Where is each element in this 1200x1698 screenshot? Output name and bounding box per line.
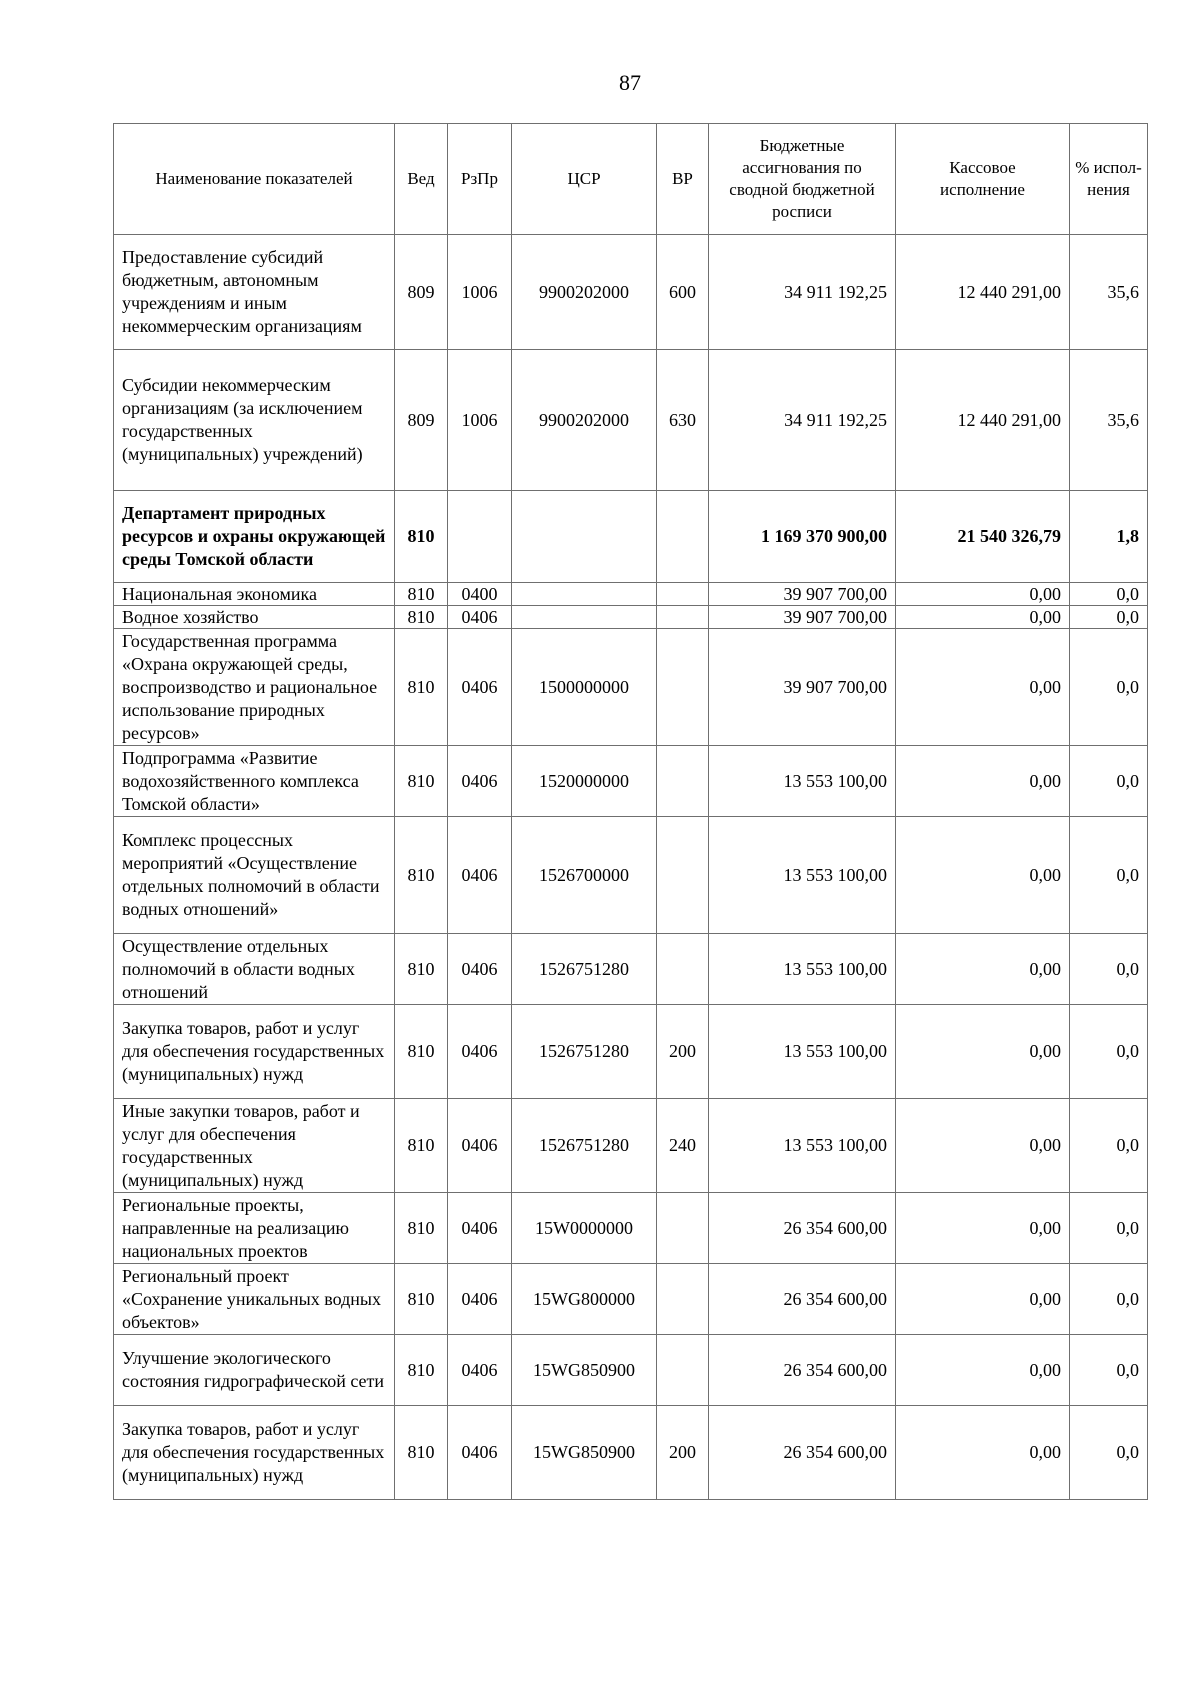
row-execution: 12 440 291,00: [896, 350, 1070, 491]
row-name: Иные закупки товаров, работ и услуг для обеспечения государственных (муниципальных) нужд: [114, 1099, 395, 1193]
row-ved: 810: [395, 934, 448, 1005]
row-execution: 0,00: [896, 629, 1070, 746]
row-ved: 809: [395, 350, 448, 491]
table-row: [114, 1406, 1148, 1500]
row-percent: 0,0: [1070, 1335, 1148, 1406]
row-rzpr: 0406: [448, 1264, 512, 1335]
row-percent: 0,0: [1070, 1406, 1148, 1500]
row-csr: 15WG850900: [512, 1406, 657, 1500]
row-execution: 0,00: [896, 1099, 1070, 1193]
row-vr: [657, 629, 709, 746]
row-percent: 0,0: [1070, 606, 1148, 629]
row-allocations: 39 907 700,00: [709, 629, 896, 746]
table-row: [114, 1193, 1148, 1264]
row-name: Субсидии некоммерческим организациям (за исключением государственных (муниципальных) учреждений): [114, 350, 395, 491]
row-csr: [512, 583, 657, 606]
row-execution: 0,00: [896, 1335, 1070, 1406]
row-rzpr: 0406: [448, 746, 512, 817]
row-ved: 810: [395, 1335, 448, 1406]
row-ved: 810: [395, 817, 448, 934]
row-percent: 0,0: [1070, 583, 1148, 606]
row-rzpr: 0406: [448, 1005, 512, 1099]
table-row: [114, 934, 1148, 1005]
row-percent: 0,0: [1070, 1193, 1148, 1264]
row-allocations: 13 553 100,00: [709, 1005, 896, 1099]
row-rzpr: 0406: [448, 1335, 512, 1406]
row-vr: 240: [657, 1099, 709, 1193]
row-vr: [657, 934, 709, 1005]
table-row: [114, 606, 1148, 629]
table-row: [114, 1335, 1148, 1406]
row-vr: [657, 583, 709, 606]
row-allocations: 13 553 100,00: [709, 817, 896, 934]
row-ved: 810: [395, 1264, 448, 1335]
header-csr: ЦСР: [512, 124, 657, 235]
row-ved: 810: [395, 583, 448, 606]
row-ved: 809: [395, 235, 448, 350]
row-rzpr: 0406: [448, 817, 512, 934]
row-vr: [657, 606, 709, 629]
row-csr: 9900202000: [512, 235, 657, 350]
row-percent: 1,8: [1070, 491, 1148, 583]
row-execution: 0,00: [896, 583, 1070, 606]
header-ved: Вед: [395, 124, 448, 235]
row-execution: 0,00: [896, 1264, 1070, 1335]
table-row: [114, 1264, 1148, 1335]
row-vr: [657, 1264, 709, 1335]
row-rzpr: [448, 491, 512, 583]
row-allocations: 26 354 600,00: [709, 1406, 896, 1500]
row-allocations: 39 907 700,00: [709, 583, 896, 606]
row-allocations: 34 911 192,25: [709, 350, 896, 491]
row-vr: 600: [657, 235, 709, 350]
row-csr: 15W0000000: [512, 1193, 657, 1264]
table-row: [114, 491, 1148, 583]
row-percent: 35,6: [1070, 350, 1148, 491]
row-name: Подпрограмма «Развитие водохозяйственного комплекса Томской области»: [114, 746, 395, 817]
row-percent: 0,0: [1070, 746, 1148, 817]
row-csr: 1520000000: [512, 746, 657, 817]
row-execution: 0,00: [896, 934, 1070, 1005]
row-vr: [657, 1335, 709, 1406]
row-allocations: 26 354 600,00: [709, 1335, 896, 1406]
row-name: Государственная программа «Охрана окружающей среды, воспроизводство и рациональное использование природных ресурсов»: [114, 629, 395, 746]
row-vr: [657, 491, 709, 583]
row-name: Департамент природных ресурсов и охраны окружающей среды Томской области: [114, 491, 395, 583]
row-name: Региональные проекты, направленные на реализацию национальных проектов: [114, 1193, 395, 1264]
row-allocations: 13 553 100,00: [709, 934, 896, 1005]
row-ved: 810: [395, 629, 448, 746]
row-name: Предоставление субсидий бюджетным, автономным учреждениям и иным некоммерческим организациям: [114, 235, 395, 350]
table-row: [114, 1099, 1148, 1193]
table-row: [114, 350, 1148, 491]
row-vr: 630: [657, 350, 709, 491]
row-allocations: 13 553 100,00: [709, 1099, 896, 1193]
row-csr: 1526751280: [512, 1005, 657, 1099]
row-rzpr: 1006: [448, 235, 512, 350]
row-vr: [657, 746, 709, 817]
row-ved: 810: [395, 1193, 448, 1264]
table-row: [114, 817, 1148, 934]
row-rzpr: 0406: [448, 606, 512, 629]
row-allocations: 13 553 100,00: [709, 746, 896, 817]
row-csr: 1526751280: [512, 1099, 657, 1193]
row-csr: [512, 491, 657, 583]
row-execution: 21 540 326,79: [896, 491, 1070, 583]
row-allocations: 26 354 600,00: [709, 1264, 896, 1335]
row-rzpr: 0406: [448, 629, 512, 746]
row-vr: 200: [657, 1406, 709, 1500]
table-row: [114, 235, 1148, 350]
header-execution: Кассовое исполнение: [896, 124, 1070, 235]
row-execution: 0,00: [896, 1406, 1070, 1500]
row-rzpr: 0406: [448, 1406, 512, 1500]
table-row: [114, 1005, 1148, 1099]
row-percent: 0,0: [1070, 1264, 1148, 1335]
row-name: Национальная экономика: [114, 583, 395, 606]
row-allocations: 26 354 600,00: [709, 1193, 896, 1264]
row-percent: 0,0: [1070, 817, 1148, 934]
row-execution: 0,00: [896, 1193, 1070, 1264]
row-name: Улучшение экологического состояния гидрографической сети: [114, 1335, 395, 1406]
row-execution: 0,00: [896, 606, 1070, 629]
row-vr: 200: [657, 1005, 709, 1099]
row-ved: 810: [395, 1406, 448, 1500]
header-vr: ВР: [657, 124, 709, 235]
row-percent: 0,0: [1070, 1005, 1148, 1099]
header-allocations: Бюджетные ассигнования по сводной бюджетной росписи: [709, 124, 896, 235]
row-rzpr: 0400: [448, 583, 512, 606]
row-ved: 810: [395, 491, 448, 583]
header-percent: % испол-нения: [1070, 124, 1148, 235]
row-rzpr: 1006: [448, 350, 512, 491]
row-csr: 15WG850900: [512, 1335, 657, 1406]
row-allocations: 1 169 370 900,00: [709, 491, 896, 583]
row-ved: 810: [395, 746, 448, 817]
row-ved: 810: [395, 1099, 448, 1193]
row-csr: [512, 606, 657, 629]
row-allocations: 34 911 192,25: [709, 235, 896, 350]
row-rzpr: 0406: [448, 934, 512, 1005]
header-rzpr: РзПр: [448, 124, 512, 235]
row-percent: 0,0: [1070, 629, 1148, 746]
row-csr: 1526751280: [512, 934, 657, 1005]
row-name: Закупка товаров, работ и услуг для обеспечения государственных (муниципальных) нужд: [114, 1005, 395, 1099]
row-ved: 810: [395, 606, 448, 629]
row-name: Закупка товаров, работ и услуг для обеспечения государственных (муниципальных) нужд: [114, 1406, 395, 1500]
row-vr: [657, 1193, 709, 1264]
row-csr: 1500000000: [512, 629, 657, 746]
row-csr: 9900202000: [512, 350, 657, 491]
header-name: Наименование показателей: [114, 124, 395, 235]
row-rzpr: 0406: [448, 1099, 512, 1193]
row-csr: 15WG800000: [512, 1264, 657, 1335]
row-csr: 1526700000: [512, 817, 657, 934]
row-execution: 0,00: [896, 746, 1070, 817]
row-execution: 12 440 291,00: [896, 235, 1070, 350]
row-name: Водное хозяйство: [114, 606, 395, 629]
row-name: Комплекс процессных мероприятий «Осуществление отдельных полномочий в области водных отношений»: [114, 817, 395, 934]
table-row: [114, 583, 1148, 606]
row-percent: 0,0: [1070, 1099, 1148, 1193]
row-rzpr: 0406: [448, 1193, 512, 1264]
table-row: [114, 746, 1148, 817]
row-percent: 0,0: [1070, 934, 1148, 1005]
row-name: Осуществление отдельных полномочий в области водных отношений: [114, 934, 395, 1005]
table-header-row: [114, 124, 1148, 235]
row-vr: [657, 817, 709, 934]
row-ved: 810: [395, 1005, 448, 1099]
table-row: [114, 629, 1148, 746]
row-name: Региональный проект «Сохранение уникальных водных объектов»: [114, 1264, 395, 1335]
row-execution: 0,00: [896, 1005, 1070, 1099]
page-number: 87: [619, 70, 641, 95]
row-allocations: 39 907 700,00: [709, 606, 896, 629]
budget-table: [113, 123, 1148, 1500]
row-percent: 35,6: [1070, 235, 1148, 350]
row-execution: 0,00: [896, 817, 1070, 934]
